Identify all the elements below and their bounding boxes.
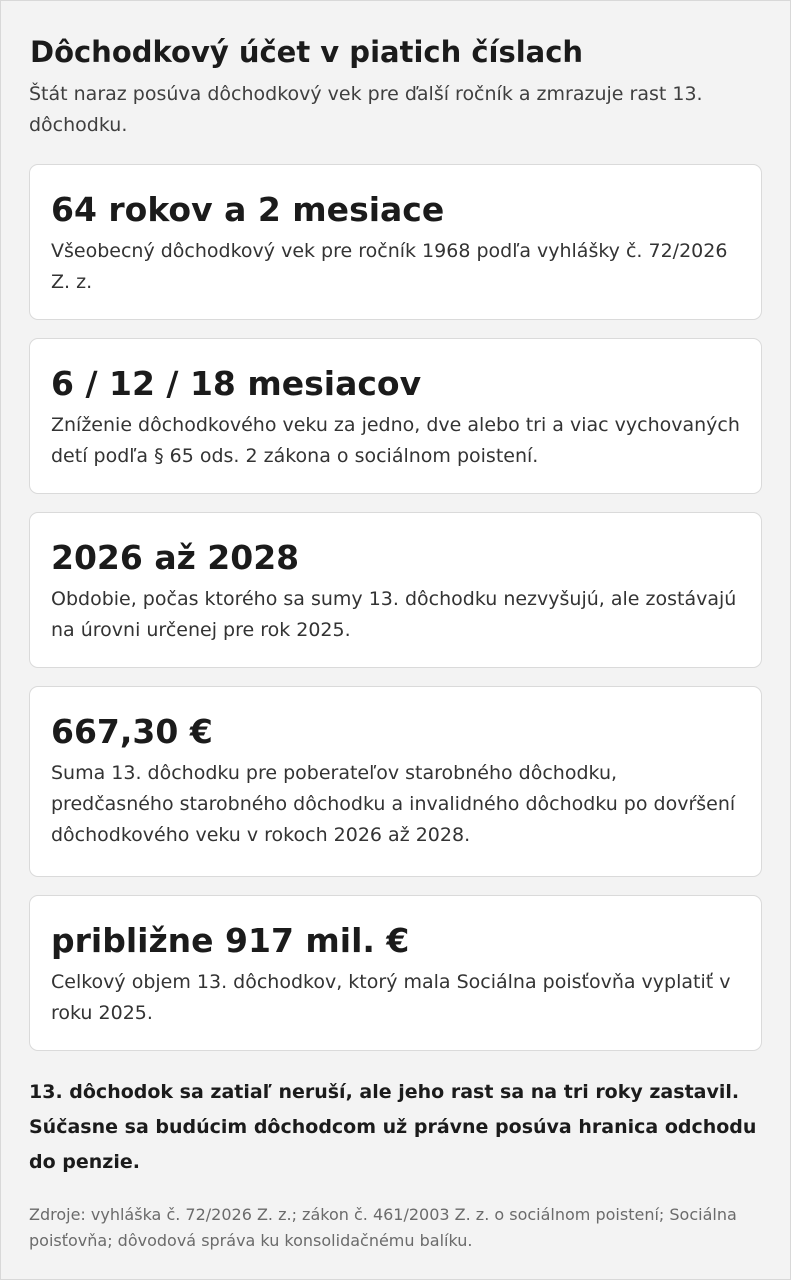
stat-card-list [29,164,762,1051]
stat-card-child-reduction [29,338,762,494]
stat-card-freeze-period [29,512,762,668]
stat-description: Všeobecný dôchodkový vek pre ročník 1968 podľa vyhlášky č. 72/2026 Z. z. [51,240,728,293]
stat-value: 6 / 12 / 18 mesiacov [51,364,422,403]
page-subtitle: Štát naraz posúva dôchodkový vek pre ďalší ročník a zmrazuje rast 13. dôchodku. [29,83,703,136]
stat-description: Zníženie dôchodkového veku za jedno, dve alebo tri a viac vychovaných detí podľa § 65 ods. 2 zákona o sociálnom poistení. [51,414,740,467]
stat-description: Obdobie, počas ktorého sa sumy 13. dôchodku nezvyšujú, ale zostávajú na úrovni určenej pre rok 2025. [51,588,737,641]
page-title: Dôchodkový účet v piatich číslach [30,35,584,69]
stat-value: 667,30 € [51,712,213,751]
stat-card-retirement-age [29,164,762,320]
conclusion-text: 13. dôchodok sa zatiaľ neruší, ale jeho rast sa na tri roky zastavil. Súčasne sa budúcim dôchodcom už právne posúva hranica odchodu do penzie. [29,1081,757,1173]
stat-description: Suma 13. dôchodku pre poberateľov starobného dôchodku, predčasného starobného dôchodku a invalidného dôchodku po dovŕšení dôchodkového veku v rokoch 2026 až 2028. [51,762,736,846]
stat-value: približne 917 mil. € [51,921,410,960]
stat-description: Celkový objem 13. dôchodkov, ktorý mala Sociálna poisťovňa vyplatiť v roku 2025. [51,971,731,1024]
sources-note: Zdroje: vyhláška č. 72/2026 Z. z.; zákon č. 461/2003 Z. z. o sociálnom poistení; Sociálna poisťovňa; dôvodová správa ku konsolidačnému balíku. [29,1205,737,1250]
stat-value: 2026 až 2028 [51,538,300,577]
stat-card-13th-pension-amount [29,686,762,877]
stat-card-total-volume [29,895,762,1051]
stat-value: 64 rokov a 2 mesiace [51,190,445,229]
